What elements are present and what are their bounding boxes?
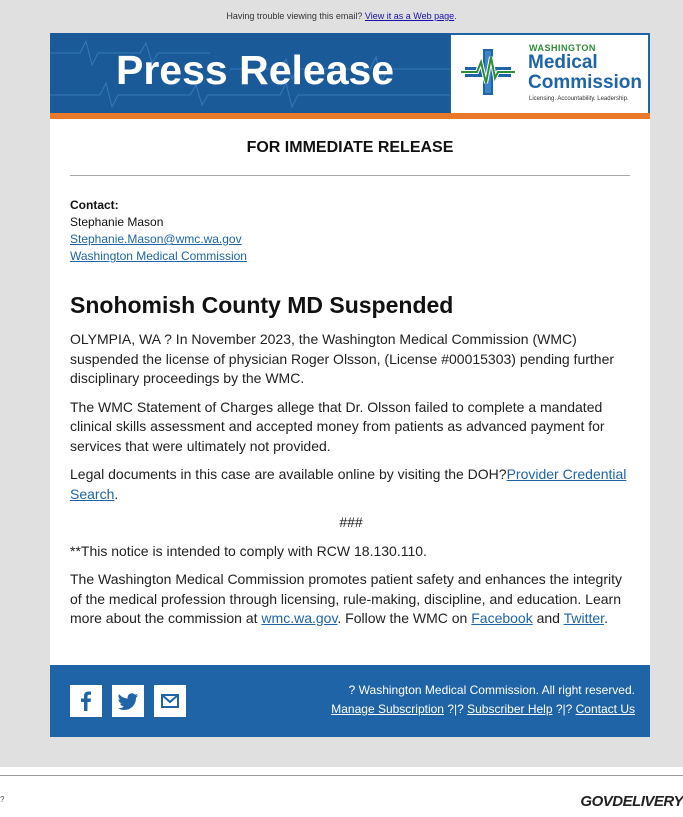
email-icon[interactable] [154,685,186,717]
email-card [50,33,650,737]
bottom-placeholder-glyph: ? [0,795,5,804]
contact-block [70,197,247,265]
contact-org-link[interactable]: Washington Medical Commission [70,249,247,263]
article-headline: Snohomish County MD Suspended [70,292,454,318]
medical-cross-heartbeat-icon [461,45,515,99]
footer-links: Manage Subscription ?|? Subscriber Help ?|? Contact Us [331,702,635,716]
trouble-viewing-notice: Having trouble viewing this email? View it as a Web page. [226,11,457,21]
orange-accent-bar [50,113,650,119]
banner-title: Press Release [116,47,395,93]
paragraph-2: The WMC Statement of Charges allege that Dr. Olsson failed to complete a mandated clinical skills assessment and accepted money from patients as advanced payment for services that were ultimately not provided. [70,398,605,454]
paragraph-5: The Washington Medical Commission promotes patient safety and enhances the integrity of the medical profession through licensing, rule-making, discipline, and education. Learn more about the commission at wmc.wa.gov. Follow the WMC on Facebook and Twitter. [70,571,622,626]
press-release-banner [50,33,650,119]
logo-washington-text: WASHINGTON [529,43,596,53]
paragraph-3: Legal documents in this case are available online by visiting the DOH?Provider Credential Search. [70,466,627,502]
facebook-icon[interactable] [70,685,102,717]
contact-email-link[interactable]: Stephanie.Mason@wmc.wa.gov [70,232,242,246]
immediate-release-heading: FOR IMMEDIATE RELEASE [246,139,454,156]
twitter-link[interactable]: Twitter [563,610,605,626]
contact-us-link[interactable]: Contact Us [575,702,635,716]
trouble-text: Having trouble viewing this email? [226,11,363,21]
wmc-website-link[interactable]: wmc.wa.gov [261,610,338,626]
article-body [70,330,632,638]
bottom-divider [0,775,683,776]
view-web-page-link[interactable]: View it as a Web page [364,11,455,21]
subscriber-help-link[interactable]: Subscriber Help [467,702,553,716]
footer-copyright: ? Washington Medical Commission. All right reserved. [348,683,635,697]
section-separator: ### [339,514,363,530]
govdelivery-logo[interactable]: GOVDELIVERY [580,793,683,810]
paragraph-4: **This notice is intended to comply with RCW 18.130.110. [70,542,427,559]
contact-name: Stephanie Mason [70,215,164,229]
divider [70,175,630,176]
facebook-link[interactable]: Facebook [471,610,533,626]
provider-credential-search-link[interactable]: Provider Credential Search [70,466,627,502]
wmc-logo [451,35,648,113]
logo-medical-text: Medical [528,52,598,73]
logo-commission-text: Commission [528,72,643,93]
twitter-icon[interactable] [112,685,144,717]
logo-tagline: Licensing. Accountability. Leadership. [529,96,629,102]
paragraph-1: OLYMPIA, WA ? In November 2023, the Washington Medical Commission (WMC) suspended the license of physician Roger Olsson, (License #00015303) pending further disciplinary proceedings by the WMC. [70,331,615,386]
contact-label: Contact: [70,198,119,212]
email-footer [50,665,650,737]
manage-subscription-link[interactable]: Manage Subscription [331,702,444,716]
